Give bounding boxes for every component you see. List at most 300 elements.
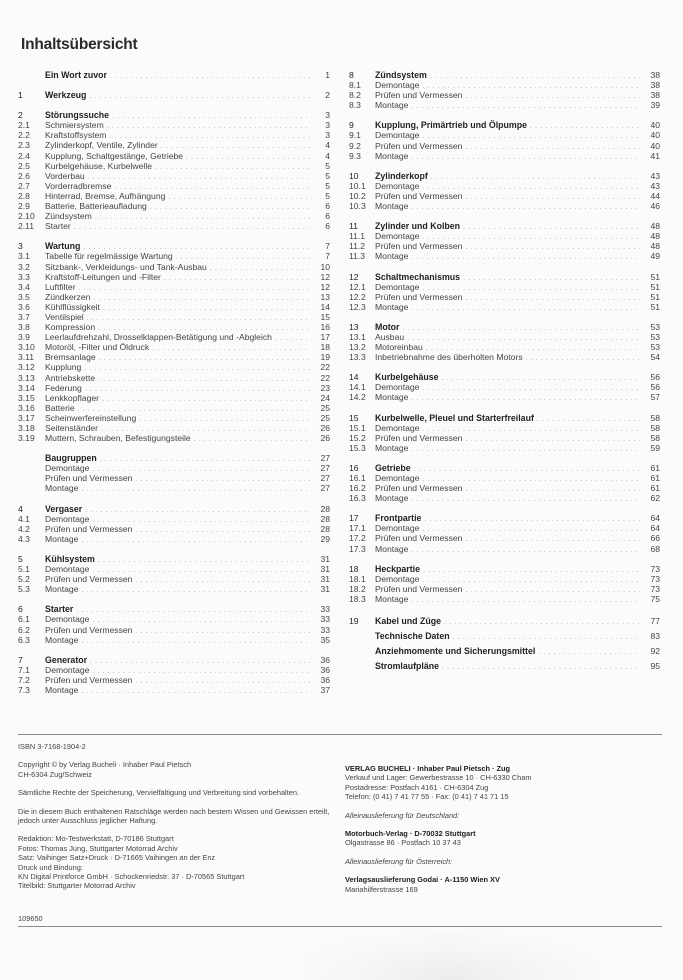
toc-entry-page: 6 — [325, 201, 330, 212]
toc-group — [349, 513, 660, 553]
toc-entry-page: 73 — [650, 583, 660, 594]
toc-section-entry — [349, 523, 660, 533]
toc-group — [18, 241, 330, 443]
toc-section-entry — [18, 383, 330, 393]
toc-entry-number: 7.2 — [18, 674, 30, 685]
toc-entry-page: 58 — [650, 422, 660, 433]
toc-entry-page: 35 — [320, 634, 330, 645]
dot-leader — [168, 193, 310, 203]
dot-leader — [422, 384, 640, 394]
austria-address: Mariahilferstrasse 169 — [345, 884, 418, 894]
toc-entry-title: Montage — [45, 483, 79, 494]
toc-section-entry — [18, 130, 330, 140]
toc-entry-title: Zündsystem — [45, 211, 92, 222]
toc-entry-number: 7 — [18, 654, 23, 665]
dot-leader — [155, 163, 310, 173]
toc-left-column — [18, 70, 330, 705]
toc-section-entry — [18, 362, 330, 372]
page-title: Inhaltsübersicht — [21, 36, 138, 53]
toc-entry-title: Muttern, Schrauben, Befestigungsteile — [45, 433, 191, 444]
toc-entry-page: 15 — [320, 311, 330, 322]
toc-section-entry — [18, 373, 330, 383]
toc-entry-page: 25 — [320, 412, 330, 423]
toc-entry-title: Zündsystem — [375, 70, 427, 80]
toc-section-entry — [18, 262, 330, 272]
toc-entry-title: Heckpartie — [375, 563, 420, 574]
toc-entry-number: 18 — [349, 563, 359, 574]
toc-section-entry — [349, 201, 660, 211]
toc-entry-number: 18.1 — [349, 573, 366, 584]
toc-entry-title: Demontage — [375, 231, 420, 242]
toc-entry-number: 2.3 — [18, 140, 30, 151]
dot-leader — [411, 253, 640, 263]
toc-section-entry — [18, 161, 330, 171]
dot-leader — [100, 455, 310, 465]
toc-entry-title: Demontage — [45, 614, 90, 625]
dot-leader — [526, 354, 640, 364]
toc-entry-number: 6.1 — [18, 614, 30, 625]
toc-section-entry — [349, 382, 660, 392]
toc-entry-number: 2.9 — [18, 201, 30, 212]
toc-entry-title: Kraftstoffsystem — [45, 130, 107, 141]
toc-entry-title: Kupplung — [45, 362, 82, 373]
toc-entry-title: Demontage — [375, 180, 420, 191]
toc-entry-title: Prüfen und Vermessen — [45, 473, 133, 484]
toc-entry-title: Getriebe — [375, 462, 411, 473]
toc-entry-number: 12.3 — [349, 301, 366, 312]
toc-entry-title: Prüfen und Vermessen — [375, 90, 463, 101]
toc-group — [349, 70, 660, 110]
toc-entry-title: Zylinderkopf, Ventile, Zylinder — [45, 140, 158, 151]
toc-entry-page: 38 — [650, 90, 660, 101]
toc-entry-title: Bremsanlage — [45, 352, 96, 363]
toc-entry-title: Demontage — [45, 513, 90, 524]
toc-entry-page: 2 — [325, 90, 330, 101]
toc-chapter-entry — [349, 644, 660, 659]
toc-entry-title: Prüfen und Vermessen — [375, 291, 463, 302]
toc-section-entry — [18, 282, 330, 292]
dot-leader — [411, 102, 640, 112]
toc-section-entry — [18, 251, 330, 261]
dot-leader — [465, 193, 640, 203]
publisher-name: VERLAG BUCHELI · Inhaber Paul Pietsch · Zug — [345, 764, 511, 773]
toc-section-entry — [349, 332, 660, 342]
toc-entry-page: 43 — [650, 170, 660, 181]
toc-entry-title: Prüfen und Vermessen — [375, 241, 463, 252]
toc-group — [349, 372, 660, 402]
toc-entry-title: Federung — [45, 382, 82, 393]
toc-entry-page: 3 — [325, 130, 330, 141]
toc-group — [349, 413, 660, 453]
toc-entry-number: 16.3 — [349, 493, 366, 504]
toc-entry-page: 66 — [650, 533, 660, 544]
toc-section-entry — [349, 231, 660, 241]
toc-entry-page: 33 — [320, 624, 330, 635]
disclaimer-line-2: jedoch unter Ausschluss jeglicher Haftung. — [18, 816, 158, 826]
toc-entry-number: 9.1 — [349, 130, 361, 141]
publisher-block — [345, 764, 665, 802]
toc-entry-number: 3.15 — [18, 392, 35, 403]
toc-entry-number: 3.10 — [18, 342, 35, 353]
credit-satz: Satz: Vaihinger Satz+Druck · D-71665 Vaihingen an der Enz — [18, 853, 216, 863]
toc-entry-title: Demontage — [45, 664, 90, 675]
toc-chapter-entry — [349, 322, 660, 332]
toc-entry-title: Hinterrad, Bremse, Aufhängung — [45, 190, 166, 201]
toc-entry-title: Starter — [45, 604, 74, 615]
toc-entry-number: 4 — [18, 503, 23, 514]
dot-leader — [102, 395, 310, 405]
dot-leader — [81, 586, 310, 596]
publisher-address-1: Verkauf und Lager: Gewerbestrasse 10 · CH-6330 Cham — [345, 773, 532, 783]
dot-leader — [411, 304, 640, 314]
toc-entry-page: 62 — [650, 493, 660, 504]
dot-leader — [74, 223, 310, 233]
dot-leader — [93, 294, 310, 304]
toc-entry-title: Montage — [375, 301, 409, 312]
toc-section-entry — [18, 201, 330, 211]
toc-entry-title: Kühlsystem — [45, 553, 95, 564]
toc-entry-page: 17 — [320, 332, 330, 343]
dot-leader — [411, 445, 640, 455]
toc-entry-number: 9 — [349, 120, 354, 131]
toc-group — [349, 171, 660, 211]
toc-chapter-entry — [18, 453, 330, 463]
toc-group — [18, 554, 330, 594]
toc-entry-page: 14 — [320, 301, 330, 312]
toc-section-entry — [349, 493, 660, 503]
toc-entry-title: Batterie, Batterieaufladung — [45, 201, 147, 212]
toc-section-entry — [18, 403, 330, 413]
toc-entry-page: 28 — [320, 523, 330, 534]
dot-leader — [135, 677, 310, 687]
toc-section-entry — [18, 524, 330, 534]
toc-entry-page: 5 — [325, 160, 330, 171]
toc-section-entry — [349, 533, 660, 543]
dot-leader — [463, 274, 640, 284]
toc-chapter-entry — [18, 655, 330, 665]
toc-entry-title: Starter — [45, 221, 71, 232]
rights-notice: Sämtliche Rechte der Speicherung, Vervielfältigung und Verbreitung sind vorbehalten. — [18, 788, 300, 798]
toc-entry-page: 31 — [320, 584, 330, 595]
toc-entry-number: 10.3 — [349, 201, 366, 212]
toc-entry-number: 5 — [18, 553, 23, 564]
toc-entry-number: 16.2 — [349, 483, 366, 494]
toc-entry-page: 5 — [325, 170, 330, 181]
toc-section-entry — [18, 665, 330, 675]
toc-group — [18, 110, 330, 231]
toc-entry-number: 7.1 — [18, 664, 30, 675]
toc-entry-number: 12.1 — [349, 281, 366, 292]
dot-leader — [465, 143, 640, 153]
toc-entry-title: Motoröl, -Filter und Öldruck — [45, 342, 150, 353]
dot-leader — [453, 630, 640, 645]
divider-bottom — [18, 926, 662, 927]
toc-section-entry — [18, 473, 330, 483]
dot-leader — [411, 495, 640, 505]
toc-section-entry — [349, 423, 660, 433]
dot-leader — [411, 394, 640, 404]
toc-entry-number: 8.1 — [349, 80, 361, 91]
dot-leader — [150, 203, 310, 213]
toc-entry-title: Luftfilter — [45, 281, 76, 292]
toc-chapter-entry — [18, 70, 330, 80]
toc-entry-title: Kupplung, Schaltgestänge, Getriebe — [45, 150, 184, 161]
toc-section-entry — [18, 393, 330, 403]
toc-entry-page: 6 — [325, 221, 330, 232]
toc-section-entry — [349, 433, 660, 443]
toc-entry-page: 41 — [650, 150, 660, 161]
toc-entry-number: 8 — [349, 70, 354, 80]
toc-entry-title: Inbetriebnahme des überholten Motors — [375, 352, 523, 363]
toc-entry-page: 25 — [320, 402, 330, 413]
toc-section-entry — [349, 130, 660, 140]
toc-entry-number: 2.4 — [18, 150, 30, 161]
toc-entry-title: Prüfen und Vermessen — [45, 523, 133, 534]
toc-section-entry — [18, 574, 330, 584]
dot-leader — [465, 485, 640, 495]
toc-entry-page: 56 — [650, 382, 660, 393]
toc-chapter-entry — [18, 604, 330, 614]
toc-entry-title: Montage — [375, 593, 409, 604]
toc-section-entry — [18, 332, 330, 342]
dot-leader — [135, 475, 310, 485]
toc-entry-page: 19 — [320, 352, 330, 363]
austria-name: Verlagsauslieferung Godai · A-1150 Wien XV — [345, 875, 500, 885]
toc-entry-number: 14.2 — [349, 392, 366, 403]
toc-entry-page: 12 — [320, 271, 330, 282]
toc-section-entry — [349, 584, 660, 594]
dot-leader — [186, 153, 310, 163]
toc-entry-number: 12 — [349, 271, 359, 282]
dot-leader — [164, 274, 310, 284]
toc-group — [349, 221, 660, 261]
toc-entry-title: Prüfen und Vermessen — [375, 533, 463, 544]
imprint-left — [18, 742, 338, 900]
toc-section-entry — [18, 181, 330, 191]
toc-chapter-entry — [18, 90, 330, 100]
toc-entry-page: 53 — [650, 342, 660, 353]
toc-entry-title: Baugruppen — [45, 453, 97, 464]
toc-entry-page: 39 — [650, 100, 660, 111]
toc-entry-number: 8.2 — [349, 90, 361, 101]
toc-entry-title: Anziehmomente und Sicherungsmittel — [375, 646, 536, 657]
toc-entry-page: 83 — [650, 631, 660, 642]
toc-section-entry — [18, 423, 330, 433]
toc-entry-number: 6 — [18, 604, 23, 615]
toc-chapter-entry — [18, 504, 330, 514]
toc-entry-number: 15 — [349, 412, 359, 423]
toc-section-entry — [349, 443, 660, 453]
toc-group — [349, 272, 660, 312]
toc-right-column — [349, 70, 660, 684]
credit-druck: KN Digital Printforce GmbH · Schockenriedstr. 37 · D-70565 Stuttgart — [18, 872, 245, 882]
toc-entry-number: 3.19 — [18, 433, 35, 444]
toc-entry-page: 51 — [650, 291, 660, 302]
toc-entry-number: 3.17 — [18, 412, 35, 423]
toc-entry-page: 53 — [650, 331, 660, 342]
toc-entry-page: 58 — [650, 412, 660, 423]
toc-section-entry — [349, 90, 660, 100]
toc-entry-title: Demontage — [375, 130, 420, 141]
toc-entry-page: 33 — [320, 604, 330, 615]
toc-section-entry — [18, 433, 330, 443]
toc-entry-title: Montage — [45, 634, 79, 645]
toc-entry-number: 11.2 — [349, 241, 366, 252]
toc-entry-number: 3.1 — [18, 251, 30, 262]
toc-section-entry — [18, 463, 330, 473]
toc-entry-number: 14.1 — [349, 382, 366, 393]
toc-entry-number: 3.2 — [18, 261, 30, 272]
dot-leader — [465, 535, 640, 545]
dot-leader — [79, 284, 310, 294]
toc-entry-number: 17.3 — [349, 543, 366, 554]
dot-leader — [103, 304, 310, 314]
dot-leader — [442, 374, 640, 384]
toc-entry-title: Lenkkopflager — [45, 392, 99, 403]
toc-entry-title: Montage — [375, 150, 409, 161]
toc-entry-number: 3.11 — [18, 352, 35, 363]
toc-section-entry — [18, 191, 330, 201]
toc-chapter-entry — [349, 564, 660, 574]
toc-section-entry — [18, 584, 330, 594]
copyright — [18, 760, 338, 779]
toc-entry-title: Stromlaufpläne — [375, 661, 440, 672]
germany-address: Olgastrasse 86 · Postfach 10 37 43 — [345, 838, 461, 848]
toc-entry-page: 22 — [320, 372, 330, 383]
toc-entry-page: 37 — [320, 684, 330, 695]
toc-group — [18, 453, 330, 493]
dot-leader — [194, 435, 310, 445]
toc-chapter-entry — [349, 171, 660, 181]
toc-entry-title: Vorderbau — [45, 170, 85, 181]
dot-leader — [444, 615, 640, 630]
toc-entry-title: Prüfen und Vermessen — [45, 624, 133, 635]
toc-entry-page: 28 — [320, 513, 330, 524]
dot-leader — [90, 657, 310, 667]
dot-leader — [81, 485, 310, 495]
toc-entry-title: Zylinder und Kolben — [375, 221, 461, 232]
toc-entry-title: Montage — [375, 543, 409, 554]
toc-entry-page: 92 — [650, 646, 660, 657]
toc-entry-page: 31 — [320, 553, 330, 564]
toc-chapter-entry — [349, 629, 660, 644]
toc-entry-title: Werkzeug — [45, 90, 87, 101]
toc-entry-title: Zylinderkopf — [375, 170, 428, 181]
disclaimer — [18, 807, 338, 826]
toc-group — [18, 655, 330, 695]
toc-section-entry — [349, 574, 660, 584]
toc-entry-title: Ventilspiel — [45, 311, 84, 322]
toc-section-entry — [18, 534, 330, 544]
dot-leader — [465, 92, 640, 102]
toc-group — [349, 564, 660, 604]
toc-entry-number: 3.18 — [18, 423, 35, 433]
dot-leader — [411, 203, 640, 213]
toc-entry-title: Montage — [375, 251, 409, 262]
toc-group — [18, 504, 330, 544]
toc-entry-number: 18.2 — [349, 583, 366, 594]
toc-section-entry — [18, 140, 330, 150]
toc-entry-title: Demontage — [45, 463, 90, 474]
toc-entry-title: Prüfen und Vermessen — [375, 483, 463, 494]
toc-section-entry — [18, 120, 330, 130]
dot-leader — [107, 122, 310, 132]
toc-entry-number: 3.9 — [18, 332, 30, 343]
toc-entry-title: Generator — [45, 654, 88, 665]
toc-section-entry — [18, 635, 330, 645]
toc-section-entry — [349, 251, 660, 261]
toc-entry-page: 13 — [320, 291, 330, 302]
toc-entry-number: 3.8 — [18, 322, 30, 333]
toc-section-entry — [349, 544, 660, 554]
toc-entry-page: 27 — [320, 453, 330, 464]
toc-entry-number: 1 — [18, 90, 23, 101]
toc-entry-page: 31 — [320, 574, 330, 585]
toc-entry-page: 16 — [320, 322, 330, 333]
toc-group — [18, 604, 330, 644]
toc-section-entry — [349, 594, 660, 604]
credit-druck-label: Druck und Bindung: — [18, 862, 83, 872]
toc-entry-number: 3.14 — [18, 382, 35, 393]
dot-leader — [538, 645, 640, 660]
toc-entry-page: 49 — [650, 251, 660, 262]
toc-entry-number: 3 — [18, 241, 23, 252]
toc-section-entry — [18, 352, 330, 362]
toc-entry-number: 10 — [349, 170, 359, 181]
toc-entry-number: 3.4 — [18, 281, 30, 292]
toc-section-entry — [18, 483, 330, 493]
toc-entry-number: 11.3 — [349, 251, 366, 262]
divider-top — [18, 734, 662, 735]
toc-entry-title: Montage — [375, 392, 409, 403]
dot-leader — [89, 92, 310, 102]
toc-section-entry — [349, 282, 660, 292]
toc-entry-page: 7 — [325, 251, 330, 262]
toc-entry-title: Vergaser — [45, 503, 83, 514]
toc-entry-title: Prüfen und Vermessen — [45, 674, 133, 685]
credit-titelbild: Titelbild: Stuttgarter Motorrad Archiv — [18, 881, 136, 891]
toc-entry-title: Kraftstoff-Leitungen und -Filter — [45, 271, 161, 282]
toc-entry-page: 73 — [650, 573, 660, 584]
dot-leader — [88, 173, 310, 183]
toc-entry-page: 24 — [320, 392, 330, 403]
austria-block — [345, 875, 665, 894]
germany-block — [345, 829, 665, 848]
toc-entry-page: 61 — [650, 483, 660, 494]
toc-entry-page: 48 — [650, 221, 660, 232]
toc-section-entry — [349, 80, 660, 90]
toc-section-entry — [18, 272, 330, 282]
toc-section-entry — [18, 312, 330, 322]
toc-entry-title: Demontage — [375, 281, 420, 292]
toc-section-entry — [349, 181, 660, 191]
toc-entry-number: 3.7 — [18, 311, 30, 322]
toc-entry-number: 18.3 — [349, 593, 366, 604]
toc-entry-title: Scheinwerfereinstellung — [45, 412, 137, 423]
toc-entry-number: 3.12 — [18, 362, 35, 373]
toc-entry-page: 95 — [650, 661, 660, 672]
toc-entry-number: 5.1 — [18, 564, 30, 575]
toc-entry-title: Kurbelgehäuse, Kurbelwelle — [45, 160, 153, 171]
dot-leader — [210, 264, 310, 274]
dot-leader — [85, 506, 310, 516]
toc-entry-title: Prüfen und Vermessen — [375, 583, 463, 594]
toc-entry-title: Kompression — [45, 322, 96, 333]
dot-leader — [465, 243, 640, 253]
dot-leader — [85, 385, 310, 395]
toc-chapter-entry — [349, 372, 660, 382]
toc-entry-page: 36 — [320, 664, 330, 675]
